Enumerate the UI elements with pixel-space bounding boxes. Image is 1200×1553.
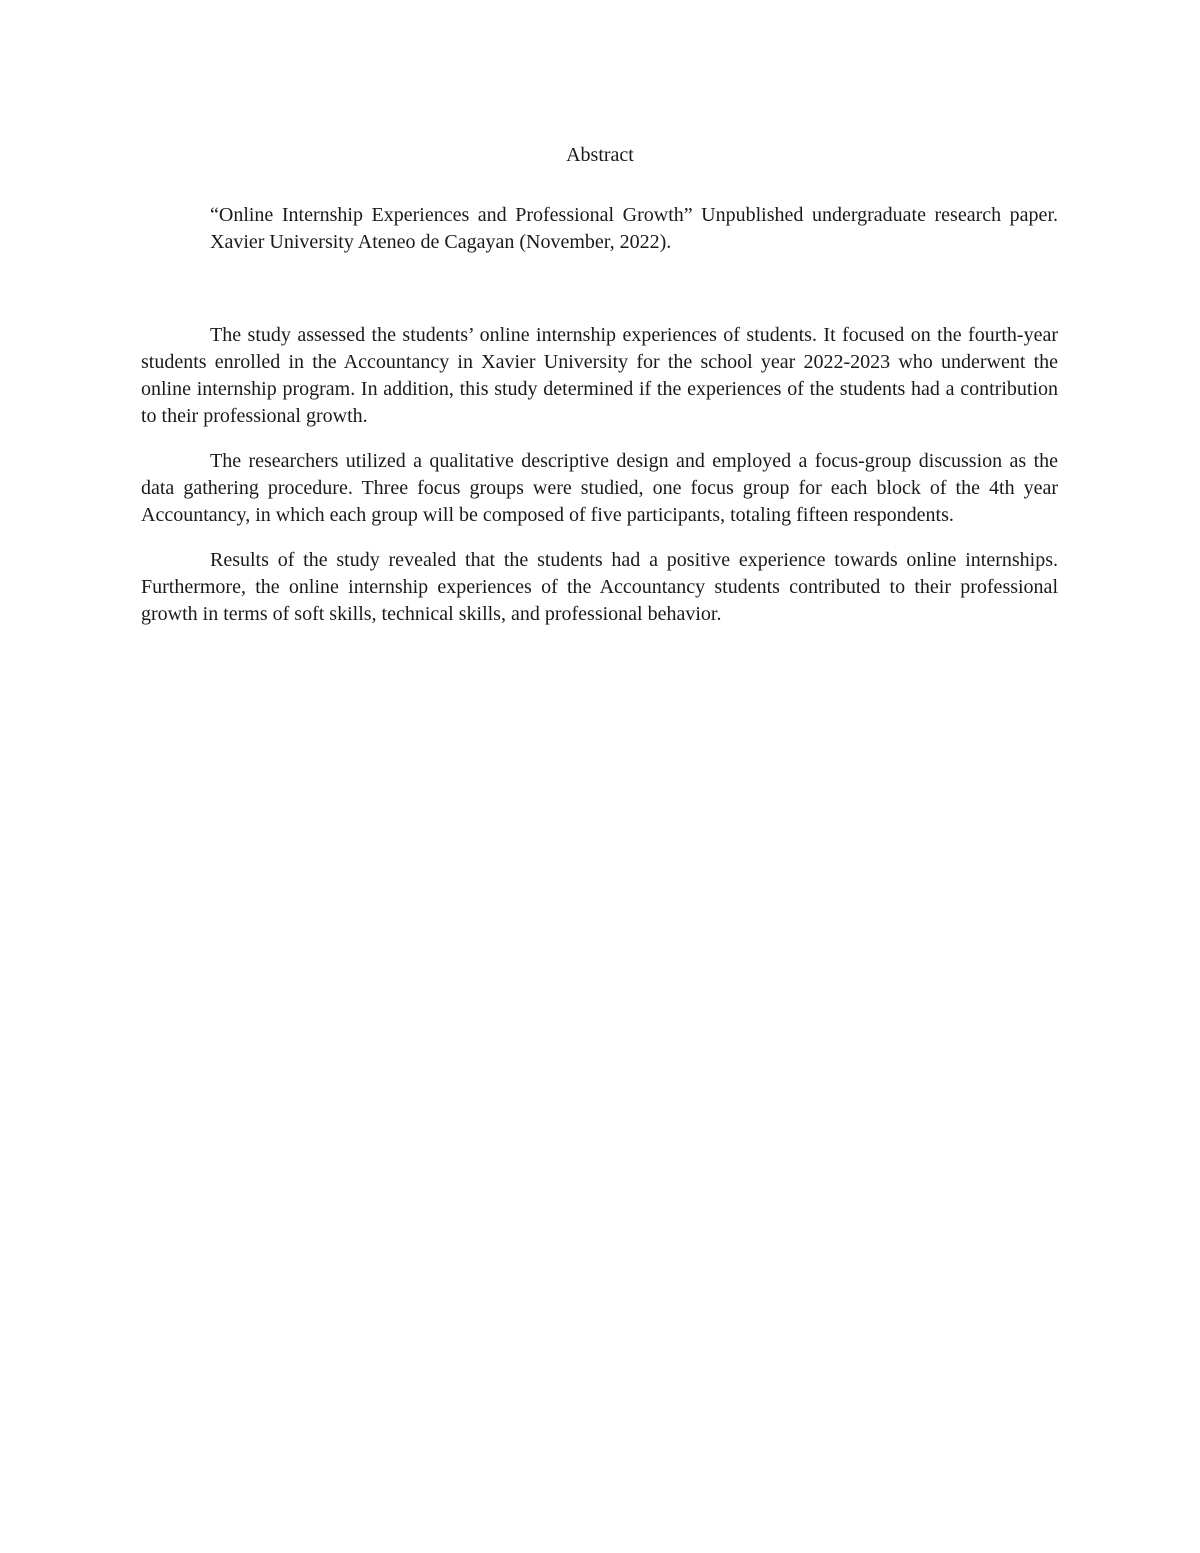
abstract-paragraph-3: Results of the study revealed that the students had a positive experience towards online internships. Furthermore, the online internship experiences of the Accountancy students contributed to their professional growth in terms of soft skills, technical skills, and professional behavior. <box>141 549 1058 625</box>
abstract-heading: Abstract <box>566 144 634 166</box>
citation-text: “Online Internship Experiences and Professional Growth” Unpublished undergraduate research paper. Xavier University Ateneo de Cagayan (November, 2022). <box>210 204 1058 253</box>
abstract-body <box>141 322 1058 646</box>
abstract-paragraph-2: The researchers utilized a qualitative descriptive design and employed a focus-group discussion as the data gathering procedure. Three focus groups were studied, one focus group for each block of the 4th year Accountancy, in which each group will be composed of five participants, totaling fifteen respondents. <box>141 450 1058 526</box>
abstract-paragraph-1: The study assessed the students’ online internship experiences of students. It focused on the fourth-year students enrolled in the Accountancy in Xavier University for the school year 2022-2023 who underwent the online internship program. In addition, this study determined if the experiences of the students had a contribution to their professional growth. <box>141 324 1058 427</box>
